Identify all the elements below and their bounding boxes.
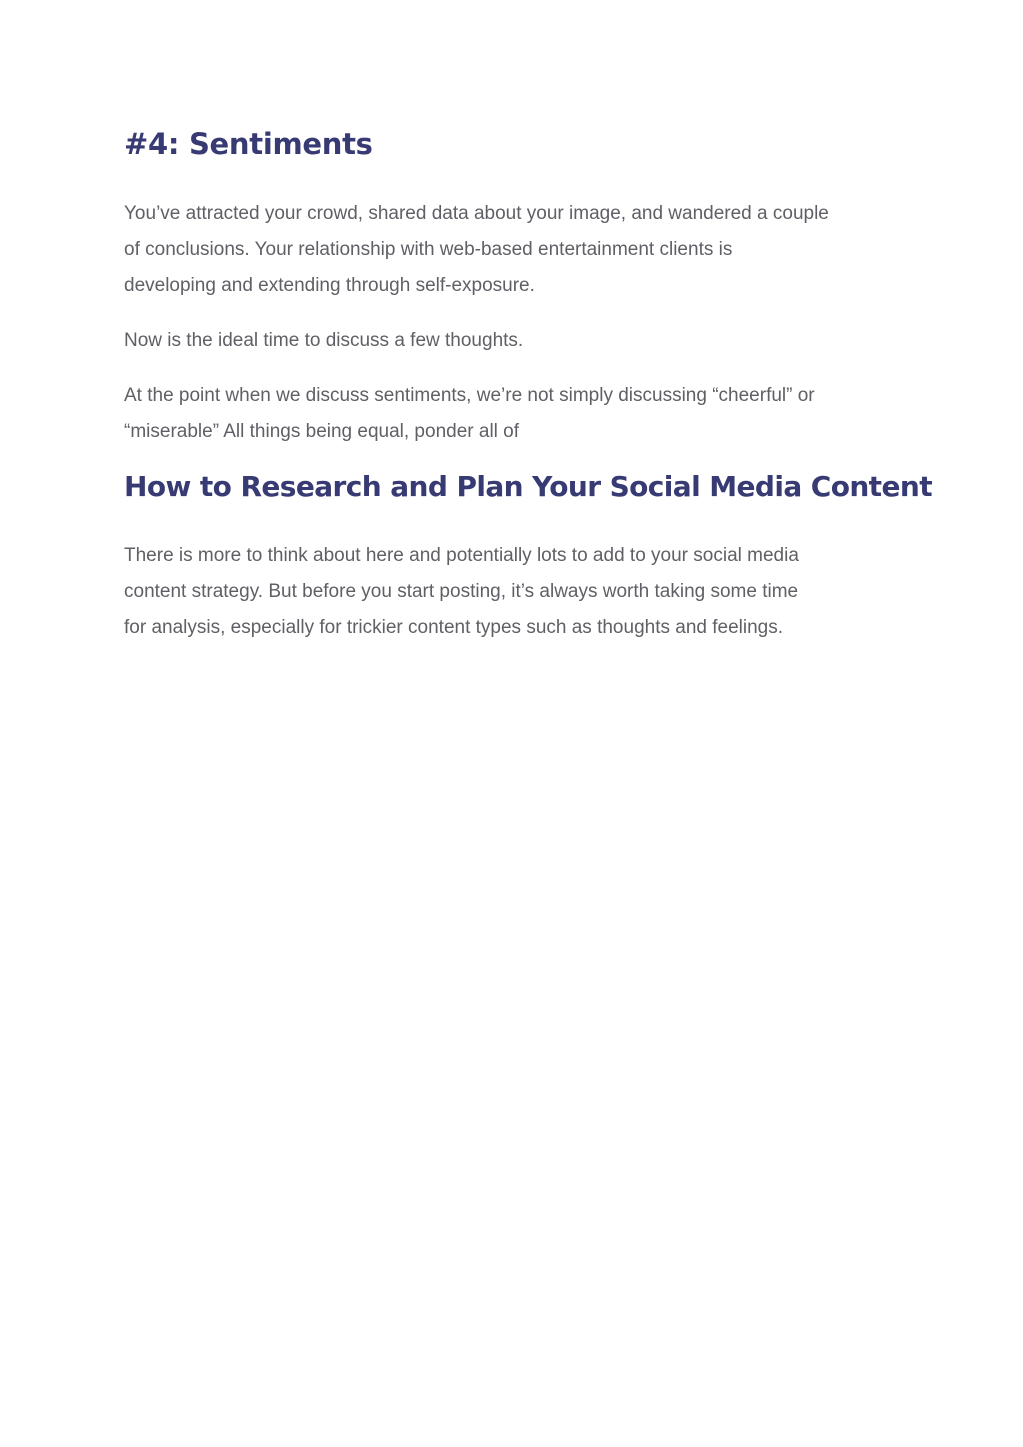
paragraph-line: of conclusions. Your relationship with web-based entertainment clients is	[124, 239, 733, 260]
paragraph-line: “miserable” All things being equal, ponder all of	[124, 421, 520, 442]
paragraph-line: There is more to think about here and potentially lots to add to your social media	[124, 545, 799, 566]
paragraph-crowd-relationship	[124, 196, 914, 304]
paragraph-line: Now is the ideal time to discuss a few thoughts.	[124, 330, 524, 351]
paragraph-content-strategy	[124, 538, 914, 646]
section-heading-sentiments: #4: Sentiments	[124, 127, 373, 161]
paragraph-line: At the point when we discuss sentiments, we’re not simply discussing “cheerful” or	[124, 385, 815, 406]
paragraph-ideal-time	[124, 323, 914, 359]
paragraph-discuss-sentiments	[124, 378, 914, 450]
section-heading-research-plan: How to Research and Plan Your Social Media Content	[124, 470, 932, 503]
paragraph-line: for analysis, especially for trickier content types such as thoughts and feelings.	[124, 617, 784, 638]
paragraph-line: developing and extending through self-exposure.	[124, 275, 535, 296]
paragraph-line: content strategy. But before you start posting, it’s always worth taking some time	[124, 581, 799, 602]
paragraph-line: You’ve attracted your crowd, shared data about your image, and wandered a couple	[124, 203, 829, 224]
